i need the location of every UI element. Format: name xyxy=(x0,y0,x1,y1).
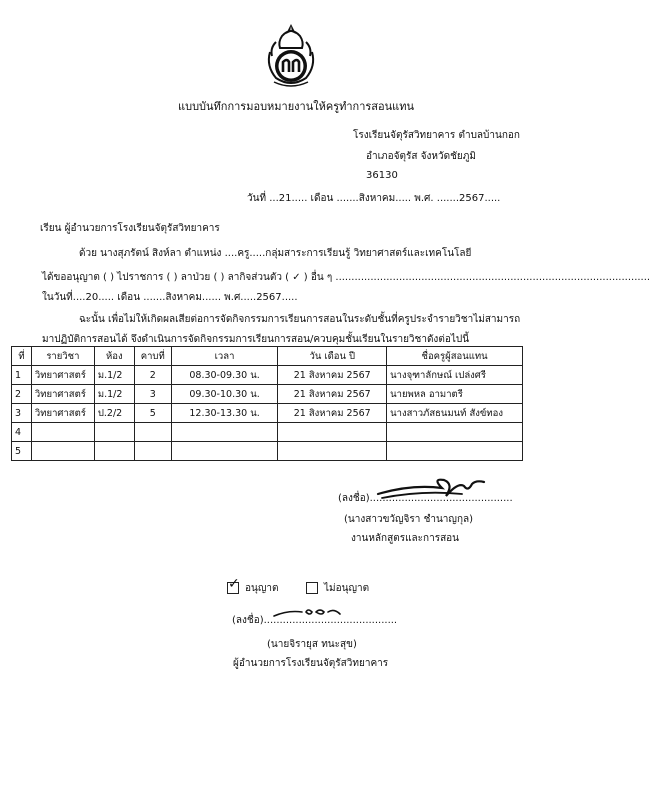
postcode: 36130 xyxy=(366,170,398,181)
cell-time: 08.30-09.30 น. xyxy=(171,366,278,385)
approve-checkbox xyxy=(227,576,240,594)
cell-no: 4 xyxy=(12,423,32,442)
form-title: แบบบันทึกการมอบหมายงานให้ครูทำการสอนแทน xyxy=(178,100,415,113)
signature-2-name: (นายจิรายุส ทนะสุข) xyxy=(267,639,357,650)
cell-room xyxy=(94,423,134,442)
cell-subject: วิทยาศาสตร์ xyxy=(31,385,94,404)
salutation: เรียน ผู้อำนวยการโรงเรียนจัตุรัสวิทยาคาร xyxy=(40,223,220,234)
cell-time: 12.30-13.30 น. xyxy=(171,404,278,423)
cell-subject xyxy=(31,423,94,442)
col-header-time: เวลา xyxy=(171,347,278,366)
table-header-row xyxy=(12,347,523,366)
signature-1-position: งานหลักสูตรและการสอน xyxy=(351,533,460,544)
cell-subject: วิทยาศาสตร์ xyxy=(31,404,94,423)
cell-room: ม.1/2 xyxy=(94,385,134,404)
signature-1-handwriting xyxy=(372,474,492,504)
cell-no: 2 xyxy=(12,385,32,404)
body-line-5: มาปฏิบัติการสอนได้ จึงดำเนินการจัดกิจกรรมการเรียนการสอน/ควบคุมชั้นเรียนในรายวิชาดังต่อไปนี้ xyxy=(42,334,470,345)
cell-teacher: นางจุฑาลักษณ์ เปล่งศรี xyxy=(387,366,523,385)
substitute-table xyxy=(11,346,523,461)
table-row xyxy=(12,404,523,423)
col-header-subject: รายวิชา xyxy=(31,347,94,366)
cell-date xyxy=(278,442,387,461)
cell-subject: วิทยาศาสตร์ xyxy=(31,366,94,385)
cell-teacher: นางสาวภัสธนมนท์ สังข์ทอง xyxy=(387,404,523,423)
deny-option xyxy=(306,582,369,595)
table-row xyxy=(12,366,523,385)
cell-room: ม.1/2 xyxy=(94,366,134,385)
table-row xyxy=(12,385,523,404)
cell-period xyxy=(134,442,171,461)
cell-date: 21 สิงหาคม 2567 xyxy=(278,366,387,385)
cell-no: 1 xyxy=(12,366,32,385)
signature-1-name: (นางสาวขวัญจิรา ชำนาญกุล) xyxy=(344,514,474,525)
col-header-teacher: ชื่อครูผู้สอนแทน xyxy=(387,347,523,366)
body-line-2: ได้ขออนุญาต ( ) ไปราชการ ( ) ลาป่วย ( ) ลากิจส่วนตัว ( ✓ ) อื่น ๆ ................................................................................................... xyxy=(42,272,650,283)
cell-teacher xyxy=(387,442,523,461)
col-header-period: คาบที่ xyxy=(134,347,171,366)
cell-date: 21 สิงหาคม 2567 xyxy=(278,385,387,404)
cell-period: 2 xyxy=(134,366,171,385)
signature-1-label: (ลงชื่อ)............................................. xyxy=(338,493,513,504)
cell-teacher: นายพหล อามาตรี xyxy=(387,385,523,404)
cell-date: 21 สิงหาคม 2567 xyxy=(278,404,387,423)
cell-time: 09.30-10.30 น. xyxy=(171,385,278,404)
approve-label: อนุญาต xyxy=(245,583,279,594)
school-address-line: โรงเรียนจัตุรัสวิทยาคาร ตำบลบ้านกอก xyxy=(353,130,520,141)
table-row xyxy=(12,442,523,461)
cell-date xyxy=(278,423,387,442)
col-header-room: ห้อง xyxy=(94,347,134,366)
cell-time xyxy=(171,423,278,442)
cell-period: 3 xyxy=(134,385,171,404)
cell-no: 3 xyxy=(12,404,32,423)
body-line-4: ฉะนั้น เพื่อไม่ให้เกิดผลเสียต่อการจัดกิจกรรมการเรียนการสอนในระดับชั้นที่ครูประจำรายวิชาไม่สามารถ xyxy=(79,314,521,325)
deny-label: ไม่อนุญาต xyxy=(324,583,370,594)
deny-checkbox xyxy=(306,582,318,594)
cell-period xyxy=(134,423,171,442)
date-line: วันที่ ...21..... เดือน .......สิงหาคม..... พ.ศ. .......2567..... xyxy=(247,193,501,204)
signature-2-position: ผู้อำนวยการโรงเรียนจัตุรัสวิทยาคาร xyxy=(233,658,389,669)
check-mark-icon: ✓ xyxy=(228,576,240,592)
body-line-3: ในวันที่....20..... เดือน .......สิงหาคม...... พ.ศ.....2567..... xyxy=(42,292,298,303)
cell-teacher xyxy=(387,423,523,442)
cell-room xyxy=(94,442,134,461)
school-emblem xyxy=(262,22,320,90)
cell-subject xyxy=(31,442,94,461)
signature-2-label: (ลงชื่อ).......................................... xyxy=(232,615,398,626)
cell-no: 5 xyxy=(12,442,32,461)
col-header-date: วัน เดือน ปี xyxy=(278,347,387,366)
cell-period: 5 xyxy=(134,404,171,423)
cell-room: ป.2/2 xyxy=(94,404,134,423)
body-line-1: ด้วย นางสุภรัตน์ สิงห์ลา ตำแหน่ง ....ครู.....กลุ่มสาระการเรียนรู้ วิทยาศาสตร์และเทคโนโลยี xyxy=(79,248,472,259)
signature-2-handwriting xyxy=(268,604,348,624)
table-row xyxy=(12,423,523,442)
cell-time xyxy=(171,442,278,461)
col-header-no: ที่ xyxy=(12,347,32,366)
approve-option xyxy=(227,576,279,595)
district-line: อำเภอจัตุรัส จังหวัดชัยภูมิ xyxy=(366,151,476,162)
